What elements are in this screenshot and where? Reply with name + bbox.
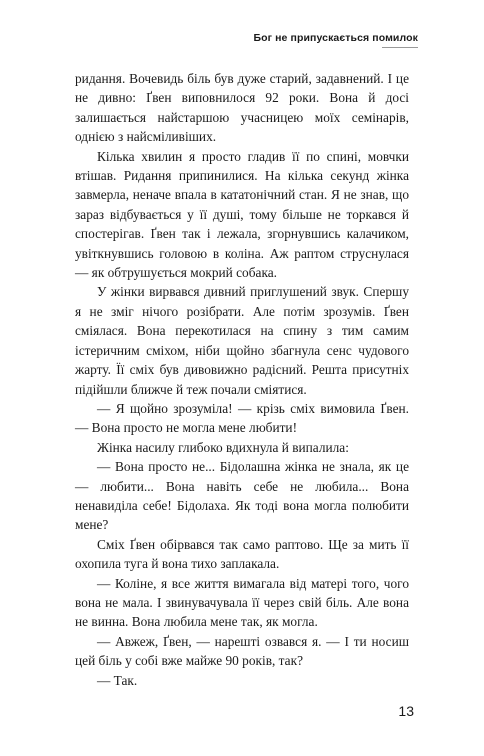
paragraph: — Вона просто не... Бідолашна жінка не знала, як це — любити... Вона навіть себе не любила... Вона ненавиділа себе! Бідолаха. Як тоді вона могла полюбити мене? bbox=[75, 459, 409, 533]
paragraph: Жінка насилу глибоко вдихнула й випалила: bbox=[97, 439, 349, 455]
paragraph: — Авжеж, Ґвен, — нарешті озвався я. — І ти носиш цей біль у собі вже майже 90 років, так? bbox=[75, 633, 409, 669]
paragraph: — Так. bbox=[97, 672, 138, 688]
paragraph: У жінки вирвався дивний приглушений звук. Спершу я не зміг нічого розібрати. Але потім зрозумів. Ґвен сміялася. Вона перекотилася на спину з тим самим істеричним сміхом, ніби щойно збагнула сенс чудового жарту. Її сміх був дивовижно радісний. Решта присутніх підійшли ближче й теж почали сміятися. bbox=[75, 284, 409, 397]
paragraph: ридання. Вочевидь біль був дуже старий, задавнений. І це не дивно: Ґвен виповнилося 92 роки. Вона й досі залишається найстаршою учасницею моїх семінарів, однією з найсміливіших. bbox=[75, 71, 409, 145]
paragraph: — Я щойно зрозуміла! — крізь сміх вимовила Ґвен. — Вона просто не могла мене любити! bbox=[75, 400, 409, 436]
paragraph: — Коліне, я все життя вимагала від матері того, чого вона не мала. І звинувачувала її через свій біль. Але вона не винна. Вона любила мене так, як могла. bbox=[75, 575, 409, 630]
paragraph: Кілька хвилин я просто гладив її по спині, мовчки втішав. Ридання припинилися. На кілька секунд жінка завмерла, неначе впала в кататонічний стан. Я не знав, що зараз відбувається у її душі, тому більше не торкався й спостерігав. Ґвен так і лежала, згорнувшись калачиком, увіткнувшись головою в коліна. Аж раптом струснулася — як обтрушується мокрий собака. bbox=[75, 148, 409, 281]
page-number: 13 bbox=[398, 703, 414, 719]
running-title: Бог не припускається помилок bbox=[253, 32, 418, 44]
header-rule bbox=[382, 47, 418, 48]
body-text bbox=[75, 69, 409, 690]
paragraph: Сміх Ґвен обірвався так само раптово. Ще за мить її охопила туга й вона тихо заплакала. bbox=[75, 536, 409, 572]
